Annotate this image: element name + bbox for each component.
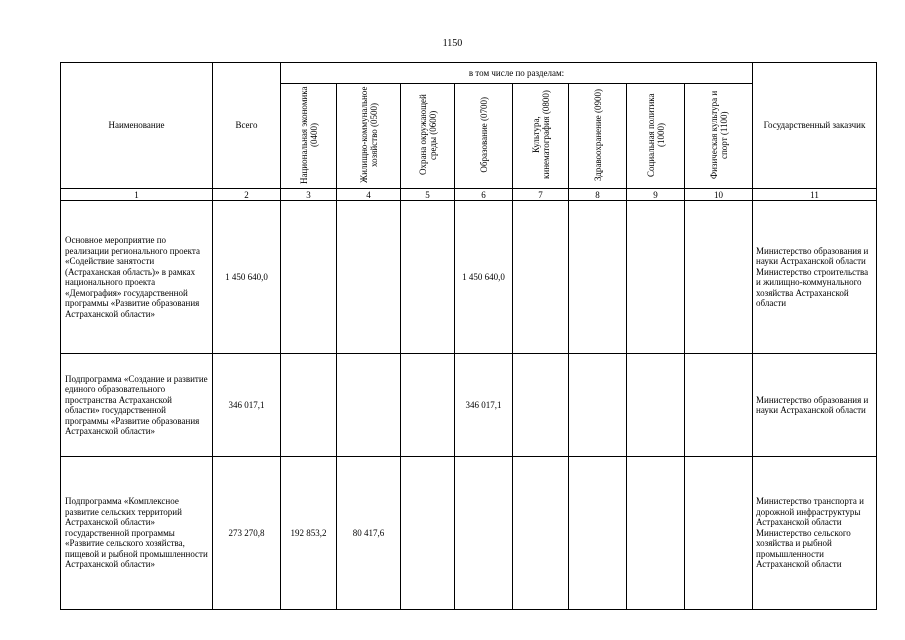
row-value-0600 [401, 201, 455, 354]
row-customer: Министерство образования и науки Астраханской области Министерство строительства и жилищно-коммунального хозяйства Астраханской области [753, 201, 877, 354]
row-customer: Министерство транспорта и дорожной инфраструктуры Астраханской области Министерство сельского хозяйства и рыбной промышленности Астраханской области [753, 457, 877, 610]
header-section-1000-label: Социальная политика (1000) [645, 93, 666, 177]
header-section-0400 [281, 84, 337, 189]
table-row [61, 354, 877, 457]
header-section-0400-label: Национальная экономика (0400) [298, 86, 319, 184]
header-section-0500 [337, 84, 401, 189]
row-value-1100 [685, 201, 753, 354]
row-value-0700: 1 450 640,0 [455, 201, 513, 354]
column-number: 8 [569, 189, 627, 201]
row-value-0400: 192 853,2 [281, 457, 337, 610]
header-customer: Государственный заказчик [753, 63, 877, 189]
column-number: 11 [753, 189, 877, 201]
row-value-1100 [685, 354, 753, 457]
row-total: 1 450 640,0 [213, 201, 281, 354]
row-name: Подпрограмма «Комплексное развитие сельских территорий Астраханской области» государственной программы «Развитие сельского хозяйства, пищевой и рыбной промышленности Астраханской области» [61, 457, 213, 610]
table-row [61, 201, 877, 354]
table-row [61, 457, 877, 610]
row-name: Подпрограмма «Создание и развитие единого образовательного пространства Астраханской области» государственной программы «Развитие образования Астраханской области» [61, 354, 213, 457]
header-section-0700 [455, 84, 513, 189]
row-value-0900 [569, 354, 627, 457]
header-section-0700-label: Образование (0700) [478, 96, 489, 173]
header-section-1100-label: Физическая культура и спорт (1100) [708, 90, 729, 179]
row-value-0600 [401, 354, 455, 457]
row-value-0800 [513, 201, 569, 354]
header-section-0900-label: Здравоохранение (0900) [592, 88, 603, 181]
row-value-0900 [569, 201, 627, 354]
row-value-0700 [455, 457, 513, 610]
budget-table [60, 62, 877, 610]
row-value-0400 [281, 354, 337, 457]
column-number: 2 [213, 189, 281, 201]
header-sections-group: в том числе по разделам: [281, 63, 753, 84]
row-value-1100 [685, 457, 753, 610]
header-section-0800 [513, 84, 569, 189]
column-number: 7 [513, 189, 569, 201]
row-name: Основное мероприятие по реализации регионального проекта «Содействие занятости (Астраханская область)» в рамках национального проекта «Демография» государственной программы «Развитие образования Астраханской области» [61, 201, 213, 354]
row-value-1000 [627, 201, 685, 354]
column-number: 10 [685, 189, 753, 201]
row-value-0700: 346 017,1 [455, 354, 513, 457]
row-value-0900 [569, 457, 627, 610]
column-number: 9 [627, 189, 685, 201]
header-section-1000 [627, 84, 685, 189]
row-total: 346 017,1 [213, 354, 281, 457]
header-section-0600 [401, 84, 455, 189]
column-number-row [61, 189, 877, 201]
column-number: 3 [281, 189, 337, 201]
row-value-0500 [337, 201, 401, 354]
column-number: 4 [337, 189, 401, 201]
row-customer: Министерство образования и науки Астраханской области [753, 354, 877, 457]
row-value-1000 [627, 354, 685, 457]
header-section-0600-label: Охрана окружающей среды (0600) [417, 94, 438, 176]
row-total: 273 270,8 [213, 457, 281, 610]
row-value-0800 [513, 457, 569, 610]
column-number: 1 [61, 189, 213, 201]
header-section-1100 [685, 84, 753, 189]
header-section-0500-label: Жилищно-коммунальное хозяйство (0500) [358, 86, 379, 183]
header-name: Наименование [61, 63, 213, 189]
page-number: 1150 [442, 38, 463, 49]
row-value-0800 [513, 354, 569, 457]
column-number: 6 [455, 189, 513, 201]
header-section-0800-label: Культура, кинематография (0800) [530, 90, 551, 180]
header-total: Всего [213, 63, 281, 189]
header-section-0900 [569, 84, 627, 189]
row-value-0600 [401, 457, 455, 610]
row-value-0400 [281, 201, 337, 354]
column-number: 5 [401, 189, 455, 201]
row-value-0500: 80 417,6 [337, 457, 401, 610]
row-value-0500 [337, 354, 401, 457]
row-value-1000 [627, 457, 685, 610]
